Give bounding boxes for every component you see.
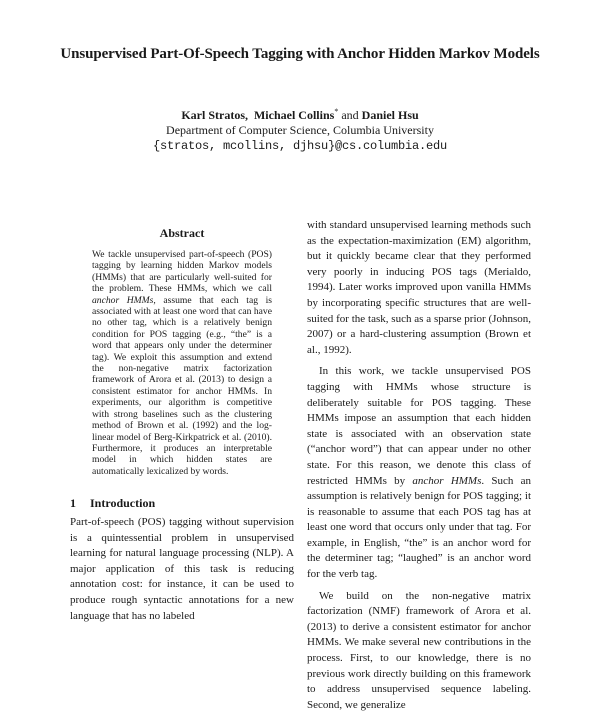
abstract-heading: Abstract (159, 226, 205, 240)
author-list (0, 107, 600, 123)
author-emails: {stratos, mcollins, djhsu}@cs.columbia.edu (152, 139, 448, 153)
body-text: . Such an assumption is relatively benign for POS tagging; it is reasonable to assume that each POS tag has at least one word that occurs only under that tag. For example, in English, “the” is an anchor word for the determiner tag; “laughed” is an anchor word for the verb tag. (307, 474, 531, 581)
section-number: 1 (70, 496, 76, 510)
section-title: Introduction (90, 496, 156, 510)
section-heading (70, 496, 155, 511)
body-text: In this work, we tackle unsupervised POS tagging with HMMs whose structure is deliberately suitable for POS tagging. These HMMs impose an assumption that each hidden state is associated with an observation state (“anchor word”) that can appear under no other state. For this reason, we denote this class of restricted HMMs by (307, 365, 531, 487)
abstract-emphasis: anchor HMMs (92, 294, 154, 306)
author-name: Karl Stratos, (181, 108, 248, 122)
affiliation: Department of Computer Science, Columbia University (166, 123, 434, 137)
abstract-text: , assume that each tag is associated with at least one word that can have no other tag, which is a relatively benign condition for POS tagging (e.g., “the” is a word that appears only under the determiner tag). We exploit this assumption and extend the non-negative matrix factorization framework of Arora et al. (2013) to design a consistent estimator for anchor HMMs. In experiments, our algorithm is competitive with strong baselines such as the clustering method of Brown et al. (1992) and the log-linear model of Berg-Kirkpatrick et al. (2010). Furthermore, it produces an interpretable model in which hidden states are automatically lexicalized by words. (92, 294, 272, 477)
author-footnote-mark: * (334, 107, 339, 116)
body-emphasis: anchor HMMs (412, 474, 482, 487)
introduction-body (70, 515, 294, 622)
author-conjunction: and (341, 108, 359, 122)
author-name: Michael Collins (253, 108, 335, 122)
author-name: Daniel Hsu (361, 108, 419, 122)
abstract-text: We tackle unsupervised part-of-speech (POS) tagging by learning hidden Markov models (HMMs) that are particularly well-suited for the problem. These HMMs, which we call (92, 249, 272, 295)
body-paragraph: with standard unsupervised learning methods such as the expectation-maximization (EM) algorithm, but it quickly became clear that they performed very poorly in inducing POS tags (Merialdo, 1994). Later works improved upon vanilla HMMs by incorporating specific structures that are well-suited for the task, such as a sparse prior (Johnson, 2007) or a hard-clustering assumption (Brown et al., 1992). (307, 219, 531, 356)
paper-title: Unsupervised Part-Of-Speech Tagging with Anchor Hidden Markov Models (60, 46, 540, 62)
abstract-body (92, 249, 272, 477)
body-paragraph: Part-of-speech (POS) tagging without supervision is a quintessential problem in unsupervised learning for natural language processing (NLP). A major application of this task is reducing annotation cost: for instance, it can be used to produce rough syntactic annotations for a new language that has no labeled (70, 516, 294, 622)
body-paragraph (307, 364, 531, 582)
body-paragraph: We build on the non-negative matrix factorization (NMF) framework of Arora et al. (2013) to derive a consistent estimator for anchor HMMs. We make several new contributions in the process. First, to our knowledge, there is no previous work directly building on this framework to address unsupervised sequence labeling. Second, we generalize (307, 589, 531, 711)
right-column (307, 218, 531, 711)
